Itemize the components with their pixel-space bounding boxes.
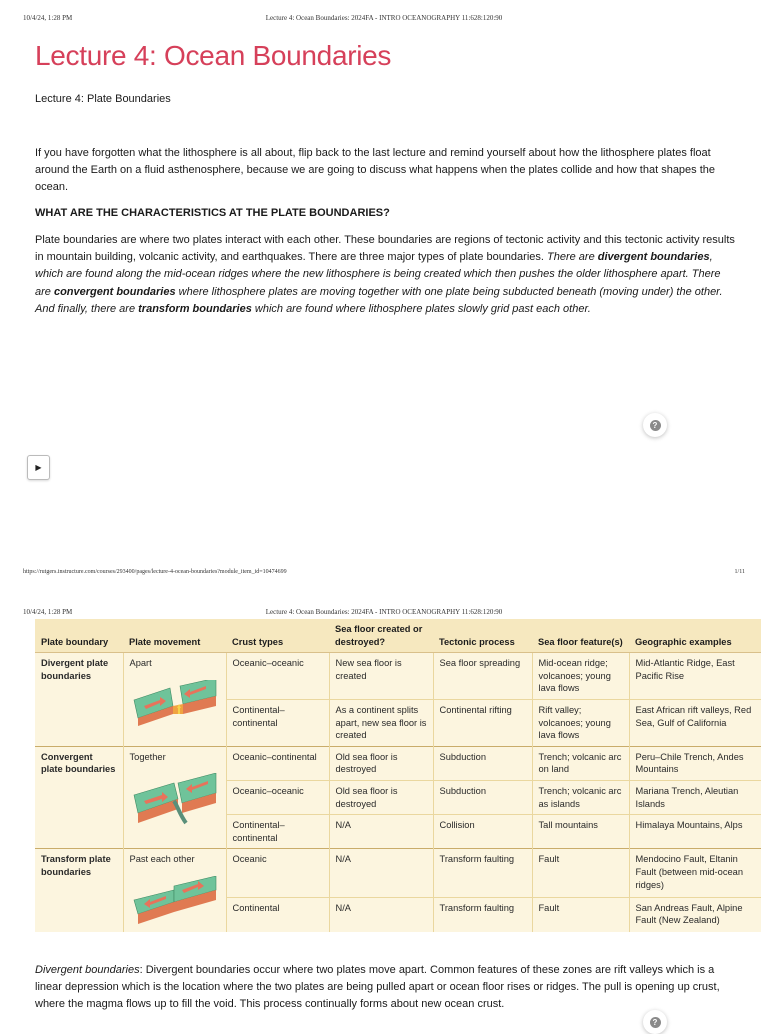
transform-diagram	[130, 876, 220, 928]
seafloor-cell: N/A	[329, 849, 433, 897]
process-cell: Subduction	[433, 746, 532, 780]
page-subtitle: Lecture 4: Plate Boundaries	[35, 93, 171, 105]
convergent-diagram	[130, 773, 220, 829]
process-cell: Transform faulting	[433, 897, 532, 932]
plate-boundaries-table	[35, 619, 761, 932]
feature-cell: Fault	[532, 897, 629, 932]
seafloor-cell: N/A	[329, 897, 433, 932]
term-convergent: convergent boundaries	[53, 285, 176, 298]
movement-text: Apart	[129, 658, 152, 669]
process-cell: Continental rifting	[433, 699, 532, 746]
section-heading: WHAT ARE THE CHARACTERISTICS AT THE PLATE BOUNDARIES?	[35, 207, 390, 219]
seafloor-cell: N/A	[329, 815, 433, 849]
print-url: https://rutgers.instructure.com/courses/293400/pages/lecture-4-ocean-boundaries?module_item_id=10474699	[23, 569, 287, 575]
body-text: Plate boundaries are where two plates interact with each other. These boundaries are regions of tectonic activity and this tectonic activity results in mountain building, volcanic activity, and earthquakes. There are three major types of plate boundaries.	[35, 234, 735, 264]
feature-cell: Trench; volcanic arc as islands	[532, 780, 629, 814]
print-header	[0, 14, 768, 28]
crust-cell: Continental	[226, 897, 329, 932]
examples-cell: Himalaya Mountains, Alps	[629, 815, 761, 849]
help-button-page2[interactable]	[643, 1010, 667, 1034]
movement-cell	[123, 653, 226, 747]
process-cell: Subduction	[433, 780, 532, 814]
intro-paragraph: If you have forgotten what the lithosphere is all about, flip back to the last lecture and remind yourself about how the lithosphere plates float around the Earth on a fluid asthenosphere, because we are going to discuss what happens when the plates collide and how that shapes the ocean.	[35, 147, 716, 194]
print-doc-title: Lecture 4: Ocean Boundaries: 2024FA - INTRO OCEANOGRAPHY 11:628:120:90	[265, 608, 503, 616]
print-datetime: 10/4/24, 1:28 PM	[23, 608, 73, 616]
feature-cell: Trench; volcanic arc on land	[532, 746, 629, 780]
header-plate-movement: Plate movement	[123, 619, 226, 653]
body-text-italic: There are divergent boundaries, which are found along the mid-ocean ridges where the new lithosphere is being created which then pushes the older lithosphere apart. There are convergent boundaries where lithosphere plates are moving together with one plate being subducted beneath (moving under) the other. And finally, there are transform boundaries which are found where lithosphere plates slowly grid past each other.	[35, 251, 723, 315]
print-datetime: 10/4/24, 1:28 PM	[23, 14, 73, 22]
crust-cell: Oceanic	[226, 849, 329, 897]
header-geographic-examples: Geographic examples	[629, 619, 761, 653]
table-row	[35, 746, 761, 780]
crust-cell: Oceanic–oceanic	[226, 653, 329, 700]
table-row	[35, 849, 761, 897]
movement-text: Past each other	[129, 854, 195, 865]
print-page-number: 1/11	[734, 569, 745, 575]
header-sea-floor: Sea floor created or destroyed?	[329, 619, 433, 653]
divergent-paragraph	[35, 962, 735, 1014]
process-cell: Collision	[433, 815, 532, 849]
movement-cell	[123, 746, 226, 849]
crust-cell: Oceanic–continental	[226, 746, 329, 780]
divergent-text: : Divergent boundaries occur where two plates move apart. Common features of these zones are rift valleys which is a linear depression which is the location where the two plates are being pulled apart or ocean floor rises or ridges. The pull is opening up crust, where the magma flows up to fill the void. This process continually forms about new ocean crust.	[35, 964, 720, 1011]
examples-cell: Mendocino Fault, Eltanin Fault (between mid-ocean ridges)	[629, 849, 761, 897]
term-transform: transform boundaries	[138, 302, 252, 315]
divergent-lead: Divergent boundaries	[35, 964, 140, 976]
examples-cell: East African rift valleys, Red Sea, Gulf of California	[629, 699, 761, 746]
question-icon: ?	[650, 1017, 661, 1028]
boundaries-paragraph	[35, 232, 735, 318]
boundary-convergent: Convergent plate boundaries	[35, 746, 123, 849]
term-divergent: divergent boundaries	[597, 251, 710, 264]
print-doc-title: Lecture 4: Ocean Boundaries: 2024FA - INTRO OCEANOGRAPHY 11:628:120:90	[265, 14, 503, 22]
seafloor-cell: New sea floor is created	[329, 653, 433, 700]
process-cell: Transform faulting	[433, 849, 532, 897]
divergent-diagram	[130, 680, 220, 728]
header-crust-types: Crust types	[226, 619, 329, 653]
crust-cell: Continental–continental	[226, 815, 329, 849]
feature-cell: Tall mountains	[532, 815, 629, 849]
play-button[interactable]	[27, 455, 50, 480]
seafloor-cell: Old sea floor is destroyed	[329, 746, 433, 780]
feature-cell: Mid-ocean ridge; volcanoes; young lava flows	[532, 653, 629, 700]
seafloor-cell: Old sea floor is destroyed	[329, 780, 433, 814]
process-cell: Sea floor spreading	[433, 653, 532, 700]
header-sea-floor-features: Sea floor feature(s)	[532, 619, 629, 653]
movement-text: Together	[129, 751, 166, 762]
page-title: Lecture 4: Ocean Boundaries	[35, 40, 392, 71]
movement-cell	[123, 849, 226, 932]
examples-cell: Mariana Trench, Aleutian Islands	[629, 780, 761, 814]
examples-cell: Peru–Chile Trench, Andes Mountains	[629, 746, 761, 780]
boundary-divergent: Divergent plate boundaries	[35, 653, 123, 747]
feature-cell: Rift valley; volcanoes; young lava flows	[532, 699, 629, 746]
table-row	[35, 653, 761, 700]
header-tectonic-process: Tectonic process	[433, 619, 532, 653]
feature-cell: Fault	[532, 849, 629, 897]
crust-cell: Oceanic–oceanic	[226, 780, 329, 814]
question-icon: ?	[650, 420, 661, 431]
seafloor-cell: As a continent splits apart, new sea floor is created	[329, 699, 433, 746]
table-header-row	[35, 619, 761, 653]
header-plate-boundary: Plate boundary	[35, 619, 123, 653]
examples-cell: San Andreas Fault, Alpine Fault (New Zealand)	[629, 897, 761, 932]
crust-cell: Continental–continental	[226, 699, 329, 746]
boundary-transform: Transform plate boundaries	[35, 849, 123, 932]
examples-cell: Mid-Atlantic Ridge, East Pacific Rise	[629, 653, 761, 700]
play-icon: ▶	[35, 463, 42, 472]
help-button[interactable]	[643, 413, 667, 437]
